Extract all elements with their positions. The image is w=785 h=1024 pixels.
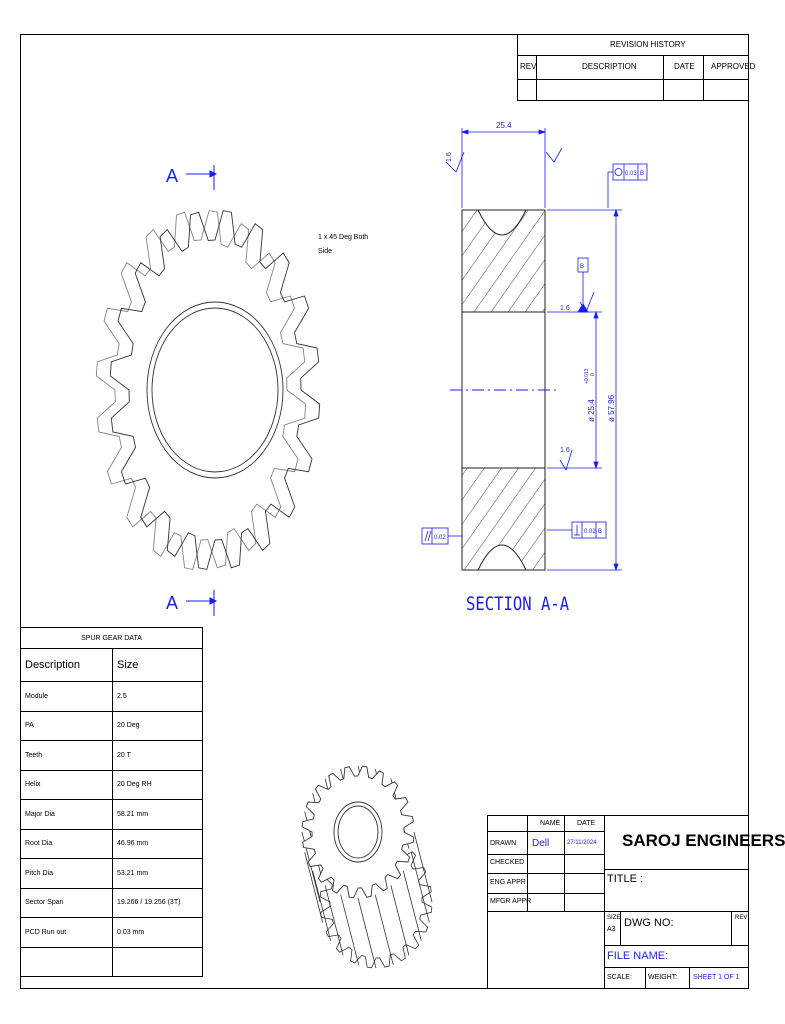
tb-file-name-label: FILE NAME: — [607, 950, 669, 962]
revision-title: REVISION HISTORY — [610, 40, 686, 49]
finish-bore-bottom: 1.6 — [560, 447, 570, 454]
chamfer-note-line1: 1 x 45 Deg Both — [318, 234, 369, 241]
bore-tol-upper: +0.013 — [584, 368, 590, 384]
width-dimension — [462, 128, 545, 208]
row-size: 58.21 mm — [113, 800, 203, 830]
table-row — [21, 711, 203, 741]
row-desc: Module — [21, 682, 113, 712]
isometric-gear-view — [292, 760, 442, 990]
revision-col-rev: REV — [520, 62, 537, 71]
perpendicular-datum: B — [598, 529, 603, 535]
row-size: 19.266 / 19.256 (3T) — [113, 888, 203, 918]
table-row — [21, 918, 203, 948]
tb-drawn-date: 27/11/2024 — [567, 840, 597, 846]
finish-top-left: 1.6 — [446, 152, 453, 162]
revision-col-approved: APPROVED — [711, 62, 756, 71]
tb-size-value: A3 — [607, 926, 616, 933]
company-name: SAROJ ENGINEERS — [622, 831, 785, 850]
table-row — [21, 947, 203, 977]
section-label-top: A — [166, 166, 179, 186]
revision-col-date: DATE — [674, 62, 695, 71]
row-desc — [21, 947, 113, 977]
width-dim-value: 25.4 — [496, 121, 512, 130]
datum-b-label: B — [580, 264, 585, 270]
table-row — [21, 829, 203, 859]
tb-drawn-label: DRAWN — [490, 840, 517, 847]
row-size — [113, 947, 203, 977]
row-size: 46.96 mm — [113, 829, 203, 859]
gear-bore-circles — [147, 302, 283, 478]
revision-col-description: DESCRIPTION — [582, 62, 637, 71]
tb-col-name: NAME — [540, 820, 561, 827]
table-row — [21, 770, 203, 800]
tb-dwg-no-label: DWG NO: — [624, 917, 674, 929]
parallel-tol: 0.02 — [434, 535, 446, 541]
row-desc: PCD Run out — [21, 918, 113, 948]
row-size: 2.5 — [113, 682, 203, 712]
row-size: 20 Deg RH — [113, 770, 203, 800]
concentricity-datum: B — [640, 171, 645, 177]
chamfer-note-line2: Side — [318, 248, 333, 255]
perpendicular-tol: 0.02 — [584, 529, 596, 535]
row-size: 0.03 mm — [113, 918, 203, 948]
table-row — [21, 682, 203, 712]
row-desc: Major Dia — [21, 800, 113, 830]
row-desc: Teeth — [21, 741, 113, 771]
gear-data-col-size: Size — [113, 649, 203, 682]
section-title: SECTION A-A — [466, 593, 570, 615]
table-row — [21, 859, 203, 889]
table-row — [21, 888, 203, 918]
row-desc: Root Dia — [21, 829, 113, 859]
outer-dia-dimension — [547, 210, 622, 570]
front-view-drawing — [100, 150, 340, 630]
gear-teeth-outline — [96, 211, 319, 570]
row-desc: PA — [21, 711, 113, 741]
row-size: 20 Deg — [113, 711, 203, 741]
tb-size-label: SIZE — [607, 915, 621, 921]
gear-data-col-description: Description — [21, 649, 113, 682]
row-size: 20 T — [113, 741, 203, 771]
tb-title-label: TITLE : — [607, 873, 644, 885]
section-cut-markers — [186, 165, 216, 616]
finish-bore-top: 1.6 — [560, 305, 570, 312]
row-desc: Helix — [21, 770, 113, 800]
tb-weight-label: WEIGHT: — [648, 974, 678, 981]
row-size: 53.21 mm — [113, 859, 203, 889]
table-row — [21, 741, 203, 771]
tb-scale-label: SCALE: — [607, 974, 632, 981]
tb-rev-label: REV — [735, 915, 748, 921]
tb-mfg-appr-label: MFGR APPR — [490, 898, 532, 905]
row-desc: Pitch Dia — [21, 859, 113, 889]
concentricity-tol: 0.03 — [625, 171, 637, 177]
bore-tol-lower: 0 — [590, 373, 596, 376]
outer-dia-value: ø 57.96 — [607, 394, 616, 422]
spur-gear-data-table — [20, 627, 203, 977]
tb-drawn-name: Dell — [532, 838, 550, 849]
tb-checked-label: CHECKED — [490, 859, 525, 866]
tb-col-date: DATE — [577, 820, 596, 827]
section-label-bottom: A — [166, 593, 179, 613]
row-desc: Sector Span — [21, 888, 113, 918]
section-view-drawing — [410, 110, 650, 630]
bore-dia-value: ø 25.4 — [587, 399, 596, 422]
tb-sheet-label: SHEET 1 OF 1 — [693, 974, 740, 981]
table-row — [21, 800, 203, 830]
tb-eng-appr-label: ENG APPR — [490, 879, 526, 886]
gear-data-title: SPUR GEAR DATA — [21, 628, 203, 649]
